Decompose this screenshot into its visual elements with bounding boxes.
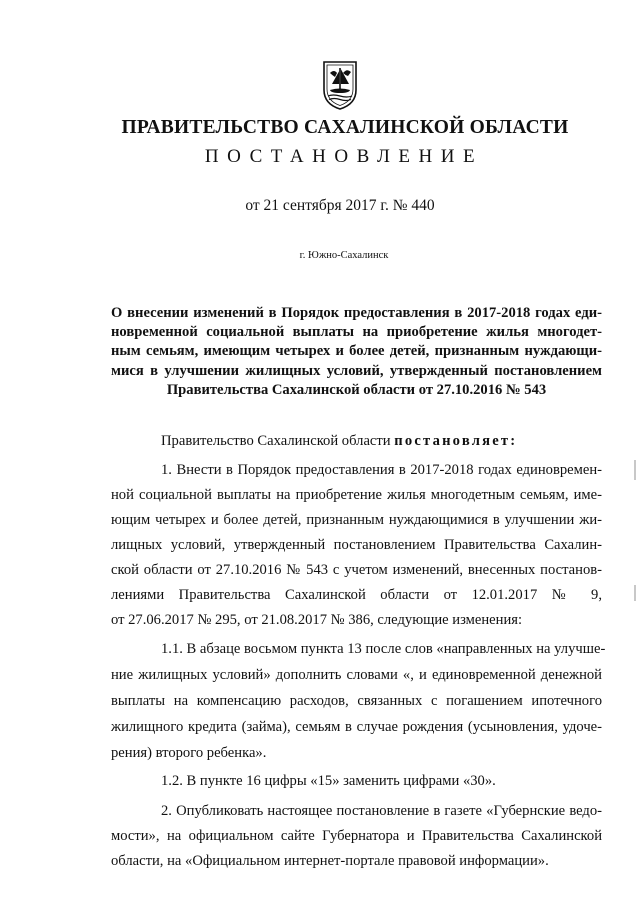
document-city: г. Южно-Сахалинск xyxy=(299,250,389,261)
coat-of-arms-emblem xyxy=(321,60,359,110)
scan-edge-mark xyxy=(634,460,636,480)
paragraph-1-line: ной социальной выплаты на приобретение жилья многодетным семьям, име- xyxy=(111,487,602,503)
title-line: новременной социальной выплаты на приобретение жилья многодет- xyxy=(111,324,602,341)
intro-prefix: Правительство Сахалинской области xyxy=(161,433,391,449)
title-line: мися в улучшении жилищных условий, утвержденный постановлением xyxy=(111,362,602,379)
title-line: О внесении изменений в Порядок предоставления в 2017-2018 годах еди- xyxy=(111,305,602,321)
scan-edge-mark xyxy=(634,585,636,601)
paragraph-2-line: 2. Опубликовать настоящее постановление в газете «Губернские ведо- xyxy=(161,803,602,819)
paragraph-1-line: лениями Правительства Сахалинской области от 12.01.2017 № 9, xyxy=(111,587,602,603)
organization-name: ПРАВИТЕЛЬСТВО САХАЛИНСКОЙ ОБЛАСТИ xyxy=(121,117,569,138)
paragraph-1-line: 1. Внести в Порядок предоставления в 2017-2018 годах единовремен- xyxy=(161,462,602,478)
paragraph-1-1-line: выплаты на компенсацию расходов, связанных с погашением ипотечного xyxy=(111,693,602,709)
document-type: ПОСТАНОВЛЕНИЕ xyxy=(204,146,484,167)
paragraph-1-1-line: жилищного кредита (займа), семьям в случае рождения (усыновления, удоче- xyxy=(111,719,602,735)
paragraph-1-1-line: рения) второго ребенка». xyxy=(111,745,267,761)
paragraph-1-1-line: ние жилищных условий» дополнить словами «, и единовременной денежной xyxy=(111,667,602,683)
title-line: Правительства Сахалинской области от 27.10.2016 № 543 xyxy=(166,381,547,398)
intro-line xyxy=(161,433,517,450)
title-line: ным семьям, имеющим четырех и более детей, признанным нуждающи- xyxy=(111,343,602,360)
paragraph-1-line: лищных условий, утвержденный постановлением Правительства Сахалин- xyxy=(111,537,602,553)
paragraph-1-line: ской области от 27.10.2016 № 543 с учетом изменений, внесенных постанов- xyxy=(111,562,602,578)
paragraph-1-line: от 27.06.2017 № 295, от 21.08.2017 № 386, следующие изменения: xyxy=(111,612,523,628)
document-date-number: от 21 сентября 2017 г. № 440 xyxy=(245,197,435,214)
paragraph-2-line: области, на «Официальном интернет-портале правовой информации». xyxy=(111,853,549,869)
document-title xyxy=(111,304,602,400)
paragraph-1-line: ющим четырех и более детей, признанным нуждающимися в улучшении жи- xyxy=(111,512,602,528)
paragraph-1-2: 1.2. В пункте 16 цифры «15» заменить цифрами «30». xyxy=(161,773,496,789)
intro-verb: постановляет: xyxy=(394,433,518,449)
paragraph-1-1-line: 1.1. В абзаце восьмом пункта 13 после слов «направленных на улучше- xyxy=(161,641,606,657)
paragraph-2-line: мости», на официальном сайте Губернатора и Правительства Сахалинской xyxy=(111,828,602,844)
